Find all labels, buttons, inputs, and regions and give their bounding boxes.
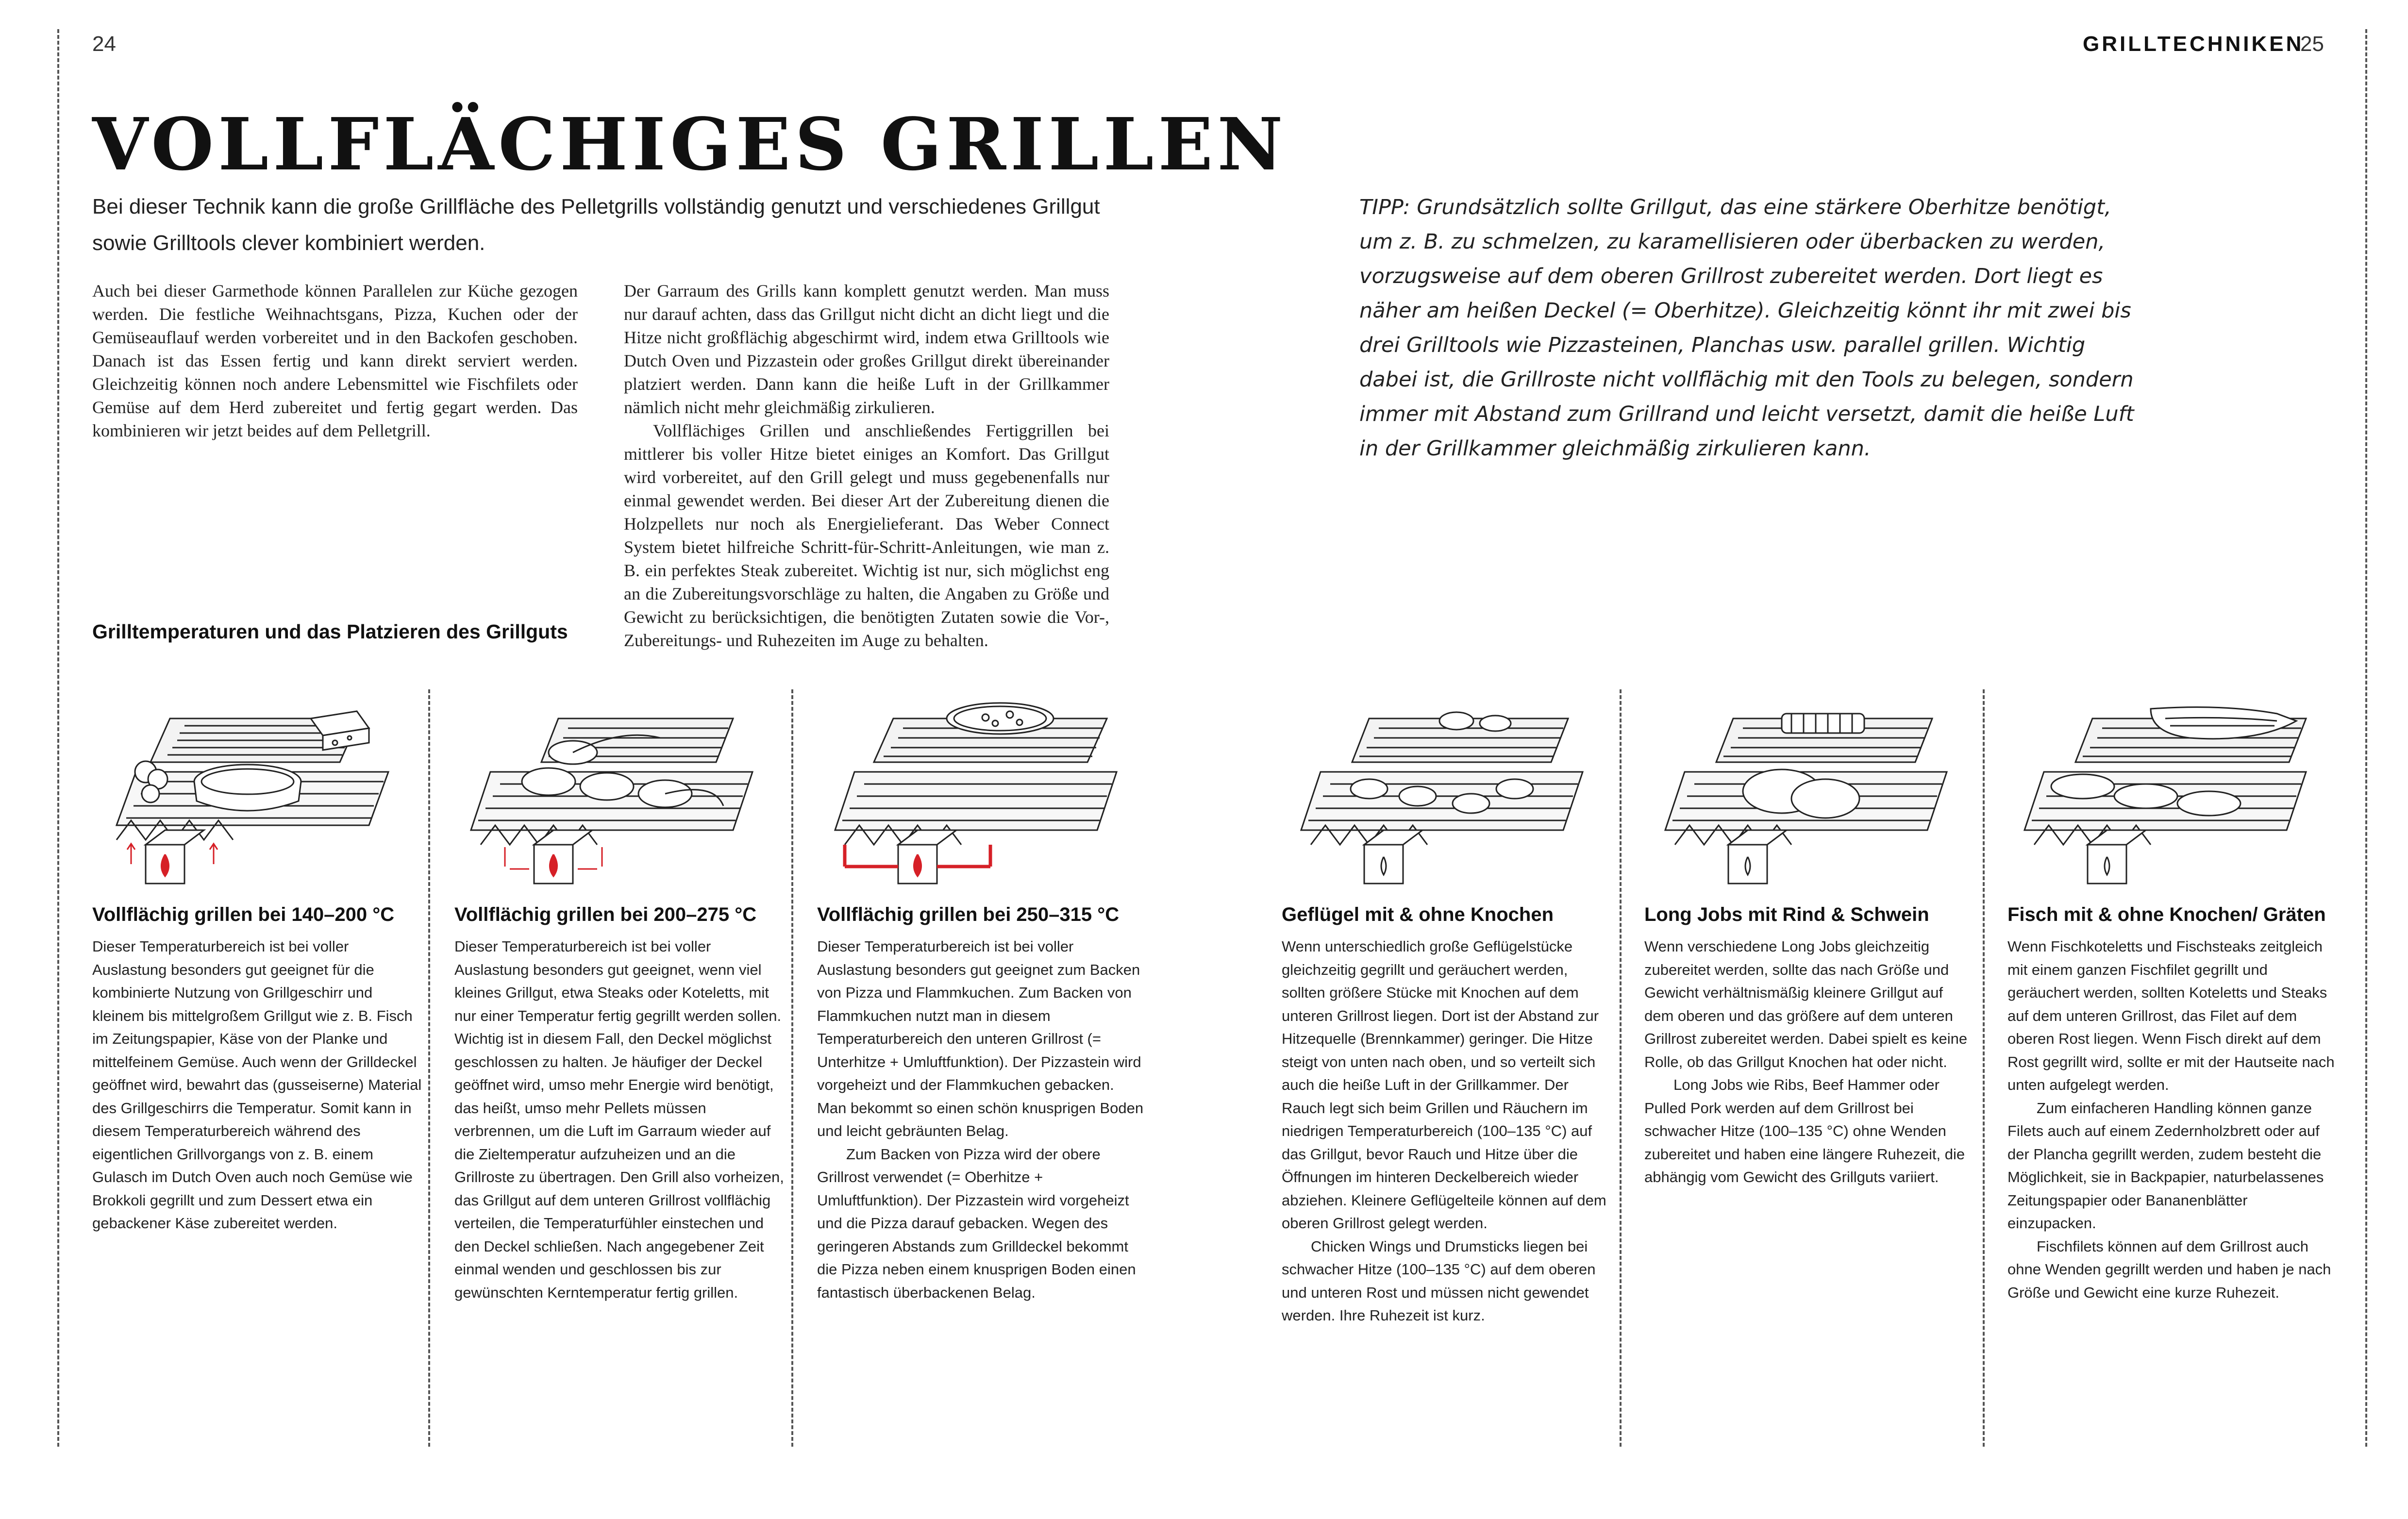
grill-illustration-steaks [452,699,791,893]
page-number-left: 24 [92,32,116,56]
column-paragraph: Fischfilets können auf dem Grillrost auch ohne Wenden gegrillt werden und haben je nach Größe und Gewicht eine kurze Ruhezeit. [2007,1237,2331,1301]
technique-column-long-jobs [1644,903,1974,1189]
column-paragraph: Wenn Fischkoteletts und Fischsteaks zeitgleich mit einem ganzen Fischfilet gegrillt und geräuchert werden, sollten Koteletts und Steaks auf dem unteren Grillrost, das Filet auf dem oberen Rost liegen. Wenn Fisch direkt auf dem Rost gegrillt wird, sollte er mit der Hautseite nach unten aufgelegt werden. [2007,938,2335,1093]
column-paragraph: Dieser Temperaturbereich ist bei voller Auslastung besonders gut geeignet, wenn viel kleines Grillgut, etwa Steaks oder Koteletts, mit nur einer Temperatur fertig gegrillt werden sollen. Wichtig ist in diesem Fall, den Deckel möglichst geschlossen zu halten. Je häufiger der Deckel geöffnet wird, umso mehr Energie wird benötigt, das heißt, umso mehr Pellets müssen verbrennen, um die Luft im Garraum wieder auf die Zieltemperatur aufzuheizen und an die Grillroste zu übertragen. Den Grill also vorheizen, das Grillgut auf dem unteren Grillrost vollflächig verteilen, die Temperaturfühler einstechen und den Deckel schließen. Nach angegebener Zeit einmal wenden und geschlossen bis zur gewünschten Kerntemperatur fertig grillen. [454,938,784,1301]
page-title: VOLLFLÄCHIGES GRILLEN [92,102,1288,186]
firebox-icon [2088,830,2146,884]
column-title: Long Jobs mit Rind & Schwein [1644,904,1929,925]
technique-column-fish [2007,903,2338,1304]
grill-illustration-dutch-oven [87,699,427,893]
column-title: Vollflächig grillen bei 140–200 °C [92,904,395,925]
technique-column-200-275 [454,903,785,1304]
tip-note: TIPP: Grundsätzlich sollte Grillgut, das eine stärkere Oberhitze benötigt, um z. B. zu schmelzen, zu karamellisieren oder überbacken zu werden, vorzugsweise auf dem oberen Grillrost zubereitet werden. Dort liegt es näher am heißen Deckel (= Oberhitze). Gleichzeitig könnt ihr mit zwei bis drei Grilltools wie Pizzasteinen, Planchas usw. parallel grillen. Wichtig dabei ist, die Grillroste nicht vollflächig mit den Tools zu belegen, sondern immer mit Abstand zum Grillrand und leicht versetzt, damit die heiße Luft in der Grillkammer gleichmäßig zirkulieren kann. [1359,195,2134,461]
intro-column-1 [92,279,578,442]
column-paragraph: Chicken Wings und Drumsticks liegen bei schwacher Hitze (100–135 °C) auf dem oberen und unteren Rost und müssen nicht gewendet werden. Ihre Ruhezeit ist kurz. [1282,1237,1596,1324]
column-title: Vollflächig grillen bei 250–315 °C [817,904,1120,925]
page-number-right: 25 [2300,32,2324,56]
intro-paragraph-1: Auch bei dieser Garmethode können Parallelen zur Küche gezogen werden. Die festliche Weihnachtsgans, Pizza, Kuchen oder der Gemüseauflauf werden vorbereitet und in den Backofen geschoben. Danach ist das Essen fertig und kann direkt serviert werden. Gleichzeitig können noch andere Lebensmittel wie Fischfilets oder Gemüse auf dem Herd zubereitet und fertig gegart werden. Das kombinieren wir jetzt beides auf dem Pelletgrill. [92,281,578,440]
column-separator [791,689,793,1447]
grill-illustration-poultry [1282,699,1622,893]
technique-column-250-315 [817,903,1147,1304]
column-paragraph: Dieser Temperaturbereich ist bei voller Auslastung besonders gut geeignet zum Backen von Pizza und Flammkuchen. Zum Backen von Flammkuchen nutzt man in diesem Temperaturbereich den unteren Grillrost (= Unterhitze + Umluftfunktion). Der Pizzastein wird vorgeheizt und der Flammkuchen gebacken. Man bekommt so einen schön knusprigen Boden und leicht gebräunten Belag. [817,938,1144,1139]
column-body [817,935,1147,1304]
grill-illustration-long-jobs [1646,699,1986,893]
firebox-icon [898,830,956,884]
section-heading: Grilltemperaturen und das Platzieren des Grillguts [92,620,568,643]
dutch-oven-icon [194,765,301,811]
column-title: Fisch mit & ohne Knochen/ Gräten [2007,904,2326,925]
column-separator [428,689,430,1447]
intro-paragraph-2: Der Garraum des Grills kann komplett genutzt werden. Man muss nur darauf achten, dass das Grillgut nicht dicht an dicht liegt und die Hitze nicht großflächig abgeschirmt wird, indem etwa Grilltools wie Dutch Oven und Pizzastein oder großes Grillgut direkt übereinander platziert werden. Dann kann die heiße Luft in der Grillkammer nämlich nicht mehr gleichmäßig zirkulieren. [624,281,1109,417]
running-head: GRILLTECHNIKEN [2083,32,2304,56]
firebox-icon [146,830,204,884]
technique-column-140-200 [92,903,422,1235]
lower-grill-grate [835,772,1117,830]
grill-illustration-fish [2005,699,2345,893]
column-body [92,935,422,1235]
column-body [2007,935,2338,1304]
column-title: Vollflächig grillen bei 200–275 °C [454,904,757,925]
firebox-icon [534,830,592,884]
column-paragraph: Dieser Temperaturbereich ist bei voller Auslastung besonders gut geeignet für die kombinierte Nutzung von Grillgeschirr und kleinem bis mittelgroßem Grillgut wie z. B. Fisch im Zeitungspapier, Käse von der Planke und mittelfeinem Gemüse. Auch wenn der Grilldeckel geöffnet wird, bewahrt das (gusseiserne) Material des Grillgeschirrs die Temperatur. Somit kann in diesem Temperaturbereich während des eigentlichen Grillvorgangs von z. B. einem Gulasch im Dutch Oven auch noch Gemüse wie Brokkoli gegrillt und zum Dessert etwa ein gebackener Käse zubereitet werden. [92,938,422,1232]
column-paragraph: Wenn verschiedene Long Jobs gleichzeitig zubereitet werden, sollte das nach Größe und Gewicht verhältnismäßig kleinere Grillgut auf dem oberen und das größere auf dem unteren Grillrost zubereitet werden. Dabei spielt es keine Rolle, ob das Grillgut Knochen hat oder nicht. [1644,938,1968,1070]
firebox-icon [1364,830,1422,884]
page-edge-rule-left [57,29,59,1447]
ribs-icon [1782,714,1864,733]
technique-column-poultry [1282,903,1612,1327]
column-body [454,935,785,1304]
column-body [1282,935,1612,1327]
page-edge-rule-right [2365,29,2367,1447]
lower-grill-grate [1301,772,1583,830]
column-title: Geflügel mit & ohne Knochen [1282,904,1554,925]
column-paragraph: Long Jobs wie Ribs, Beef Hammer oder Pulled Pork werden auf dem Grillrost bei schwacher Hitze (100–135 °C) ohne Wenden zubereitet und haben eine längere Ruhezeit, die abhängig vom Gewicht des Grillguts variiert. [1644,1076,1965,1185]
intro-paragraph-3: Vollflächiges Grillen und anschließendes Fertiggrillen bei mittlerer bis voller Hitze bietet einiges an Komfort. Das Grillgut wird vorbereitet, auf den Grill gelegt und muss gegebenenfalls nur einmal gewendet werden. Bei dieser Art der Zubereitung dienen die Holzpellets nur noch als Energielieferant. Das Weber Connect System bietet hilfreiche Schritt-für-Schritt-Anleitungen, wie man z. B. ein perfektes Steak zubereitet. Wichtig ist nur, sich möglichst eng an die Zubereitungsvorschläge zu halten, die Angaben zu Größe und Gewicht zu berücksichtigen, die benötigten Zutaten sowie die Vor-, Zubereitungs- und Ruhezeiten im Auge zu behalten. [624,421,1109,650]
grill-illustration-pizza [816,699,1155,893]
intro-column-2 [624,279,1109,652]
column-paragraph: Wenn unterschiedlich große Geflügelstücke gleichzeitig gegrillt und geräuchert werden, sollten größere Stücke mit Knochen auf dem unteren Grillrost liegen. Dort ist der Abstand zur Hitzequelle (Brennkammer) geringer. Die Hitze steigt von unten nach oben, und so verteilt sich auch die heiße Luft in der Grillkammer. Der Rauch legt sich beim Grillen und Räuchern im niedrigen Temperaturbereich (100–135 °C) auf das Grillgut, bevor Rauch und Hitze über die Öffnungen im hinteren Deckelbereich wieder abziehen. Kleinere Geflügelteile können auf dem oberen Grillrost gelegt werden. [1282,938,1606,1232]
column-paragraph: Zum einfacheren Handling können ganze Filets auch auf einem Zedernholzbrett oder auf der Plancha gegrillt werden, zudem besteht die Möglichkeit, sie in Backpapier, naturbelassenes Zeitungspapier oder Bananenblätter einzupacken. [2007,1099,2324,1232]
firebox-icon [1728,830,1787,884]
pizza-icon [947,703,1054,734]
column-paragraph: Zum Backen von Pizza wird der obere Grillrost verwendet (= Oberhitze + Umluftfunktion). Der Pizzastein wird vorgeheizt und die Pizza darauf gebacken. Wegen des geringeren Abstands zum Grilldeckel bekommt die Pizza neben einem knusprigen Boden einen fantastisch überbackenen Belag. [817,1145,1136,1301]
column-body [1644,935,1974,1189]
lead-paragraph: Bei dieser Technik kann die große Grillfläche des Pelletgrills vollständig genutzt und verschiedenes Grillgut sowie Grilltools clever kombiniert werden. [92,195,1100,255]
